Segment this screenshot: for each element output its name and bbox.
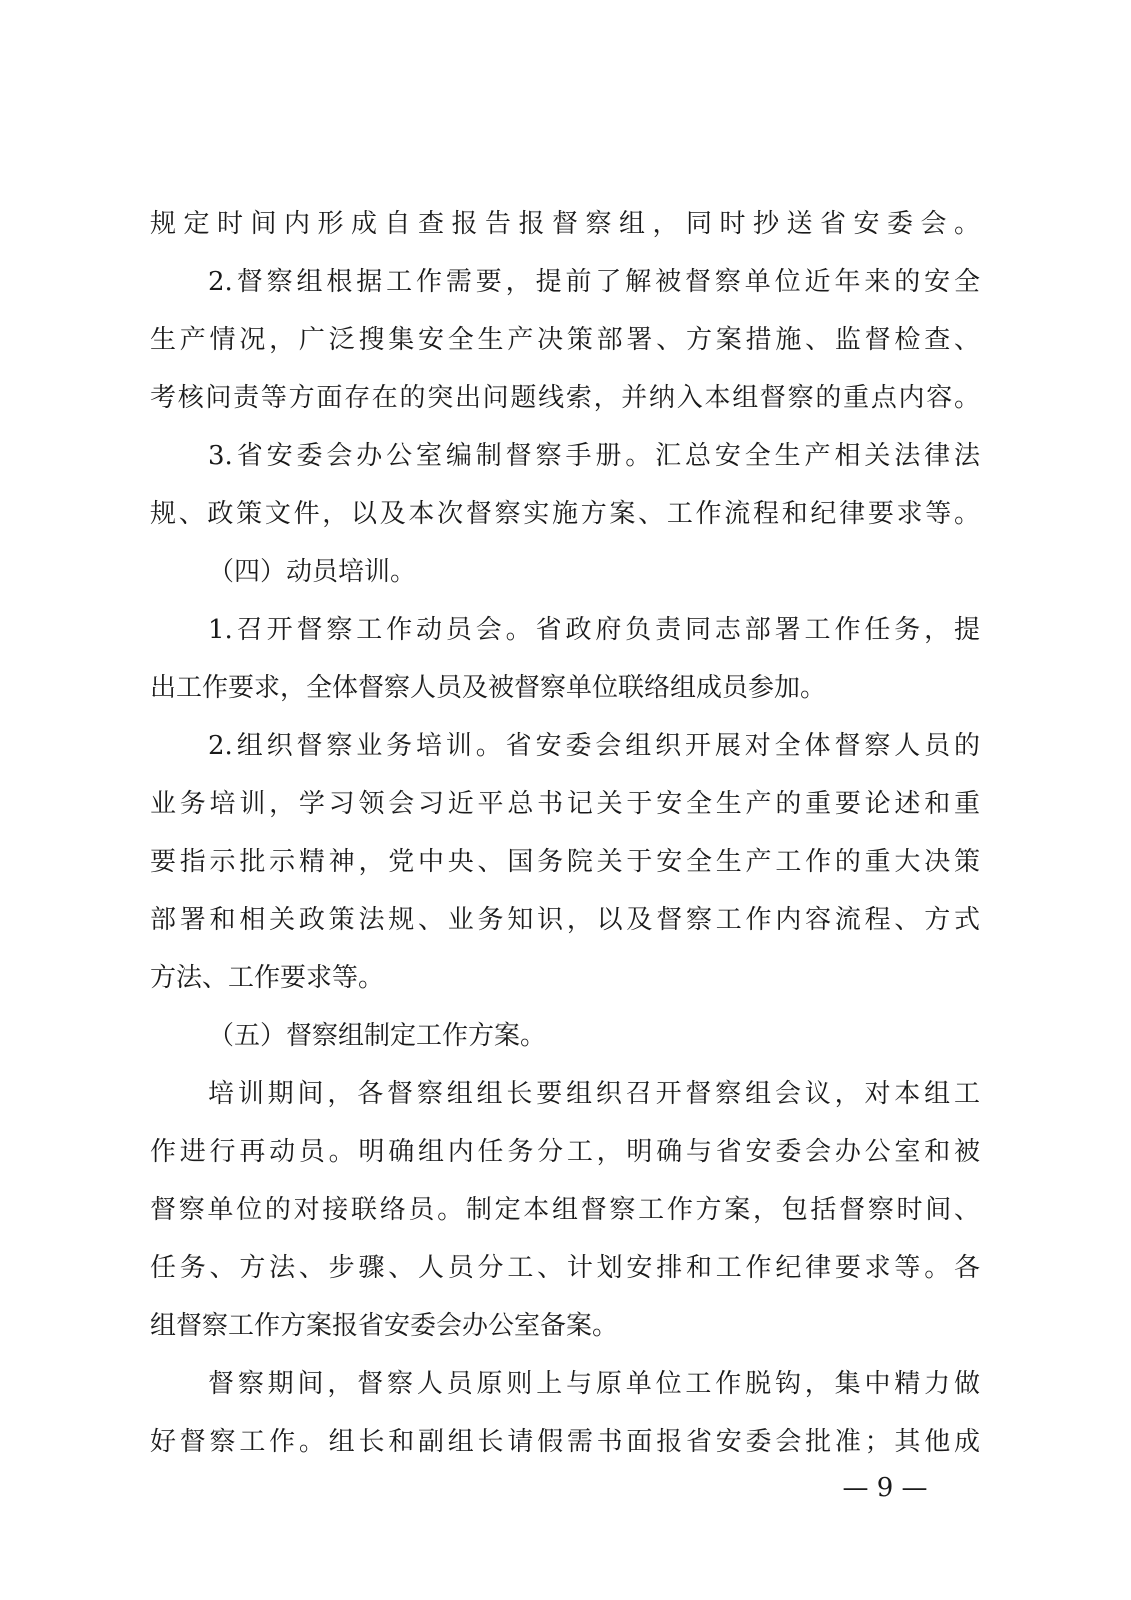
section-heading: （五）督察组制定工作方案。 — [208, 1021, 547, 1051]
text-line: 培训期间，各督察组组长要组织召开督察组会议，对本组工 — [208, 1079, 980, 1109]
text-line: 组督察工作方案报省安委会办公室备案。 — [150, 1311, 619, 1341]
text-line: 3.省安委会办公室编制督察手册。汇总安全生产相关法律法 — [208, 441, 980, 471]
text-line: 督察期间，督察人员原则上与原单位工作脱钩，集中精力做 — [208, 1369, 980, 1399]
text-line: 规定时间内形成自查报告报督察组，同时抄送省安委会。 — [150, 209, 980, 239]
text-line: 1.召开督察工作动员会。省政府负责同志部署工作任务，提 — [208, 615, 980, 645]
text-line: 部署和相关政策法规、业务知识，以及督察工作内容流程、方式 — [150, 905, 980, 935]
text-line: 督察单位的对接联络员。制定本组督察工作方案，包括督察时间、 — [150, 1195, 980, 1225]
text-line: 生产情况，广泛搜集安全生产决策部署、方案措施、监督检查、 — [150, 325, 980, 355]
text-line: 好督察工作。组长和副组长请假需书面报省安委会批准；其他成 — [150, 1427, 980, 1457]
text-line: 考核问责等方面存在的突出问题线索，并纳入本组督察的重点内容。 — [150, 383, 980, 413]
section-heading: （四）动员培训。 — [208, 557, 417, 587]
text-line: 任务、方法、步骤、人员分工、计划安排和工作纪律要求等。各 — [150, 1253, 980, 1283]
text-line: 要指示批示精神，党中央、国务院关于安全生产工作的重大决策 — [150, 847, 980, 877]
page-number: — 9 — — [842, 1473, 928, 1503]
text-line: 出工作要求，全体督察人员及被督察单位联络组成员参加。 — [150, 673, 827, 703]
text-line: 业务培训，学习领会习近平总书记关于安全生产的重要论述和重 — [150, 789, 980, 819]
text-line: 方法、工作要求等。 — [150, 963, 385, 993]
text-line: 2.督察组根据工作需要，提前了解被督察单位近年来的安全 — [208, 267, 980, 297]
text-line: 2.组织督察业务培训。省安委会组织开展对全体督察人员的 — [208, 731, 980, 761]
text-line: 规、政策文件，以及本次督察实施方案、工作流程和纪律要求等。 — [150, 499, 980, 529]
text-line: 作进行再动员。明确组内任务分工，明确与省安委会办公室和被 — [150, 1137, 980, 1167]
